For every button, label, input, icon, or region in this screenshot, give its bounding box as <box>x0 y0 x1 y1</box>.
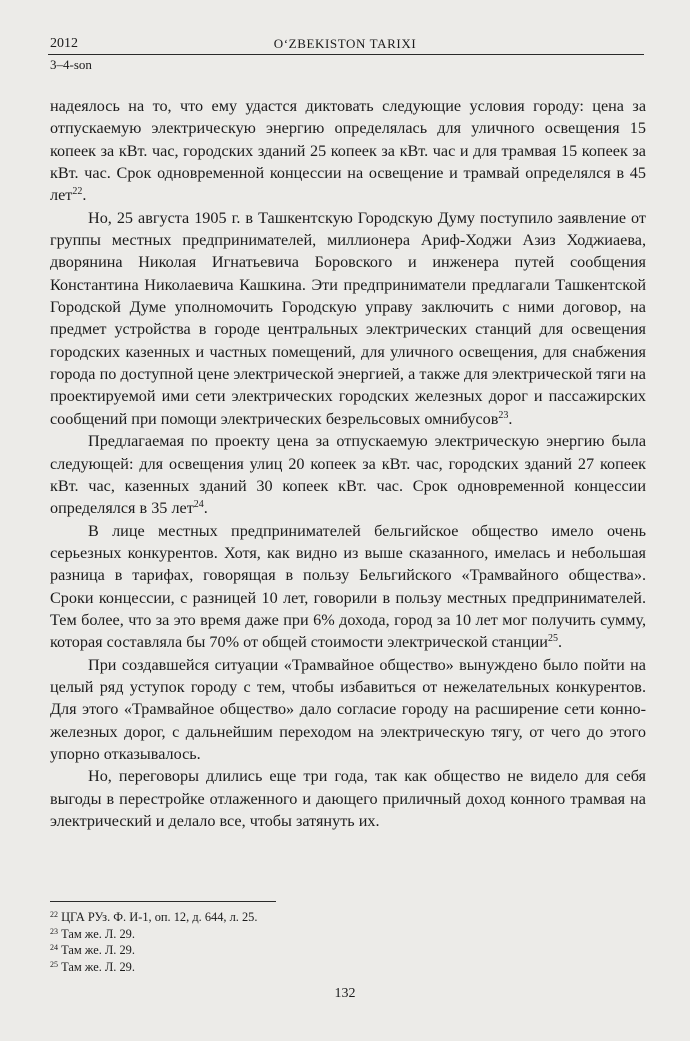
paragraph-text: В лице местных предпринимателей бельгийское общество имело очень серьезных конкурентов. Хотя, как видно из выше сказанного, имелась и небольшая разница в тарифах, говорящая в пользу Бельгийского «Трамвайного общества». Сроки концессии, с разницей 10 лет, говорили в пользу местных предпринимателей. Тем более, что за это время даже при 6% дохода, город за 10 лет мог получить сумму, которая составляла бы 70% от общей стоимости электрической станции <box>50 521 646 652</box>
footnote-ref: 22 <box>72 186 83 198</box>
header-rule <box>48 54 644 55</box>
footnote <box>50 959 257 976</box>
footnote-text: ЦГА РУз. Ф. И-1, оп. 12, д. 644, л. 25. <box>58 910 258 924</box>
footnote-rule <box>50 901 276 902</box>
paragraph <box>50 430 646 519</box>
footnote-ref: 24 <box>193 499 204 511</box>
footnote <box>50 926 257 943</box>
paragraph-text: Но, 25 августа 1905 г. в Ташкентскую Городскую Думу поступило заявление от группы местных предпринимателей, миллионера Ариф-Ходжи Азиз Ходжиаева, дворянина Николая Игнатьевича Боровского и инженера путей сообщения Константина Николаевича Кашкина. Эти предприниматели предлагали Ташкентской Городской Думе уполномочить Городскую управу заключить с ними договор, на предмет устройства в городе центральных электрических станций для освещения городских казенных и частных помещений, для уличного освещения, для снабжения города по доступной цене электрической энергией, а также для электрической тяги на проектируемой ими сети электрических городских железных дорог и пассажирских сообщений при помощи электрических безрельсовых омнибусов <box>50 208 646 428</box>
paragraph-text: . <box>203 499 208 518</box>
article-body <box>50 95 646 832</box>
header-issue: 3–4-son <box>50 57 92 72</box>
paragraph <box>50 654 646 766</box>
paragraph <box>50 765 646 832</box>
paragraph-text: надеялось на то, что ему удастся диктовать следующие условия городу: цена за отпускаемую электрическую энергию определялась для уличного освещения 15 копеек за кВт. час, городских зданий 25 копеек за кВт. час и для трамвая 15 копеек за кВт. час. Срок одновременной концессии на освещение и трамвай определялся в 45 лет <box>50 97 646 205</box>
paragraph-text: . <box>508 409 513 428</box>
paragraph-text: . <box>82 186 87 205</box>
paragraph-text: Но, переговоры длились еще три года, так как общество не видело для себя выгоды в перестройке отлаженного и дающего приличный доход конного трамвая на электрический и делало все, чтобы затянуть их. <box>50 767 646 830</box>
header-journal-title: O‘ZBEKISTON TARIXI <box>273 36 417 51</box>
paragraph <box>50 207 646 430</box>
paragraph <box>50 520 646 654</box>
footnote <box>50 909 257 926</box>
page-number: 132 <box>334 986 356 1001</box>
footnote-ref: 25 <box>547 633 558 645</box>
paragraph-text: При создавшейся ситуации «Трамвайное общество» вынуждено было пойти на целый ряд уступок городу с тем, чтобы избавиться от нежелательных конкурентов. Для этого «Трамвайное общество» дало согласие городу на расширение сети конно-железных дорог, с дальнейшим переходом на электрическую тягу, от чего до этого упорно отказывалось. <box>50 655 646 763</box>
footnote-number: 25 <box>50 959 58 969</box>
footnote-ref: 23 <box>498 409 509 421</box>
footnote-text: Там же. Л. 29. <box>58 959 135 974</box>
footnote-number: 23 <box>50 926 58 936</box>
footnote-number: 24 <box>50 943 58 953</box>
footnotes <box>50 909 257 975</box>
paragraph-text: . <box>557 633 563 652</box>
footnote-text: Там же. Л. 29. <box>58 926 135 941</box>
paragraph <box>50 95 646 207</box>
footnote-number: 22 <box>50 910 58 919</box>
footnote-text: Там же. Л. 29. <box>58 943 135 958</box>
paragraph-text: Предлагаемая по проекту цена за отпускаемую электрическую энергию была следующей: для освещения улиц 20 копеек за кВт. час, городских зданий 27 копеек кВт. час, казенных зданий 30 копеек кВт. час. Срок одновременной концессии определялся в 35 лет <box>50 432 646 518</box>
footnote <box>50 942 257 959</box>
header-year: 2012 <box>50 36 78 51</box>
